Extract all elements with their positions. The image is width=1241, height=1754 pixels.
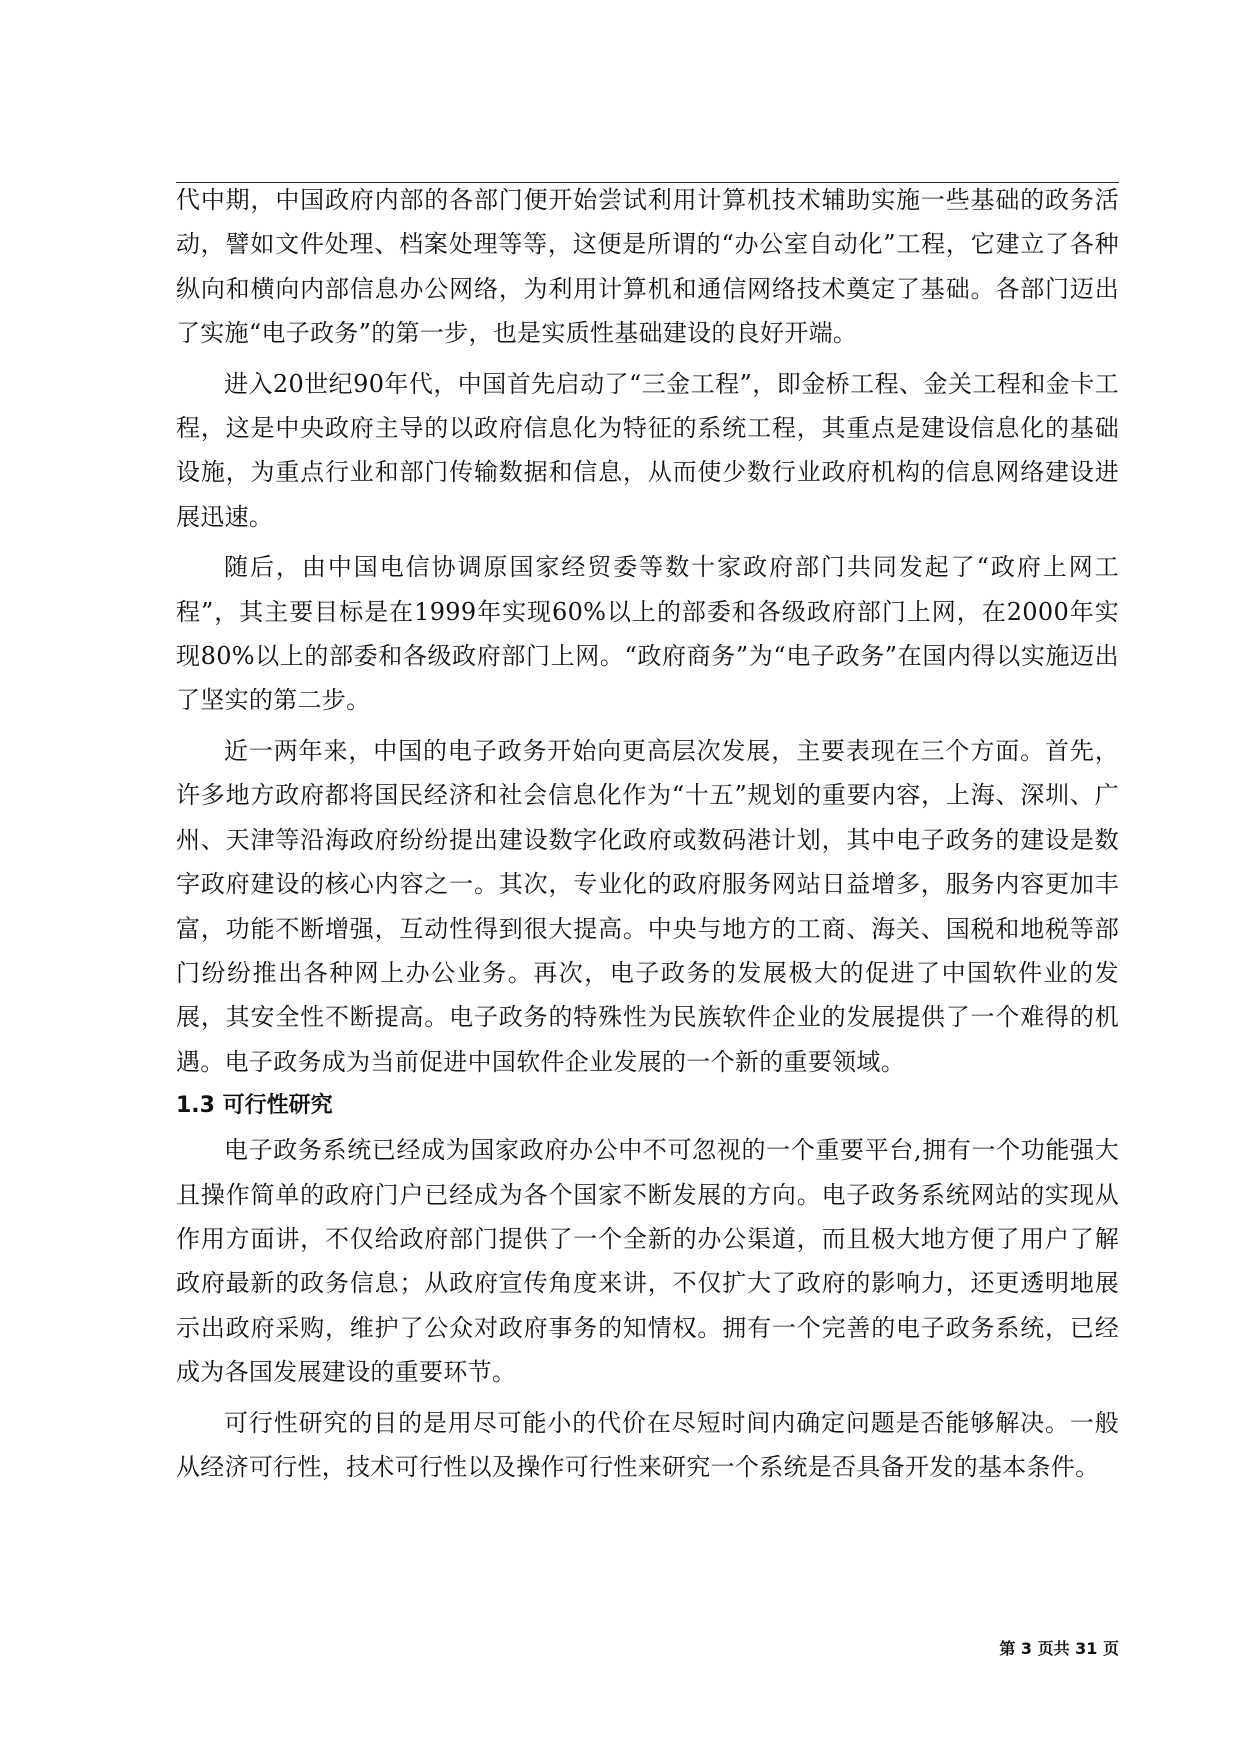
paragraph: 代中期，中国政府内部的各部门便开始尝试利用计算机技术辅助实施一些基础的政务活动，譬如文件处理、档案处理等等，这便是所谓的“办公室自动化”工程，它建立了各种纵向和横向内部信息办公网络，为利用计算机和通信网络技术奠定了基础。各部门迈出了实施“电子政务”的第一步，也是实质性基础建设的良好开端。	[176, 186, 1119, 348]
paragraph: 进入20世纪90年代，中国首先启动了“三金工程”，即金桥工程、金关工程和金卡工程，这是中央政府主导的以政府信息化为特征的系统工程，其重点是建设信息化的基础设施，为重点行业和部门传输数据和信息，从而使少数行业政府机构的信息网络建设进展迅速。	[176, 369, 1119, 531]
paragraph: 随后，由中国电信协调原国家经贸委等数十家政府部门共同发起了“政府上网工程”，其主要目标是在1999年实现60%以上的部委和各级政府部门上网，在2000年实现80%以上的部委和各级政府部门上网。“政府商务”为“电子政务”在国内得以实施迈出了坚实的第二步。	[176, 553, 1119, 715]
document-body	[176, 178, 1119, 1489]
paragraph: 近一两年来，中国的电子政务开始向更高层次发展，主要表现在三个方面。首先，许多地方政府都将国民经济和社会信息化作为“十五”规划的重要内容，上海、深圳、广州、天津等沿海政府纷纷提出建设数字化政府或数码港计划，其中电子政务的建设是数字政府建设的核心内容之一。其次，专业化的政府服务网站日益增多，服务内容更加丰富，功能不断增强，互动性得到很大提高。中央与地方的工商、海关、国税和地税等部门纷纷推出各种网上办公业务。再次，电子政务的发展极大的促进了中国软件业的发展，其安全性不断提高。电子政务的特殊性为民族软件企业的发展提供了一个难得的机遇。电子政务成为当前促进中国软件企业发展的一个新的重要领域。	[176, 736, 1119, 1076]
paragraph: 电子政务系统已经成为国家政府办公中不可忽视的一个重要平台,拥有一个功能强大且操作简单的政府门户已经成为各个国家不断发展的方向。电子政务系统网站的实现从作用方面讲，不仅给政府部门提供了一个全新的办公渠道，而且极大地方便了用户了解政府最新的政务信息；从政府宣传角度来讲，不仅扩大了政府的影响力，还更透明地展示出政府采购，维护了公众对政府事务的知情权。拥有一个完善的电子政务系统，已经成为各国发展建设的重要环节。	[176, 1136, 1119, 1387]
paragraph: 可行性研究的目的是用尽可能小的代价在尽短时间内确定问题是否能够解决。一般从经济可行性，技术可行性以及操作可行性来研究一个系统是否具备开发的基本条件。	[176, 1408, 1119, 1481]
section-heading: 1.3 可行性研究	[176, 1093, 333, 1119]
page-number: 第 3 页共 31 页	[999, 1639, 1119, 1658]
